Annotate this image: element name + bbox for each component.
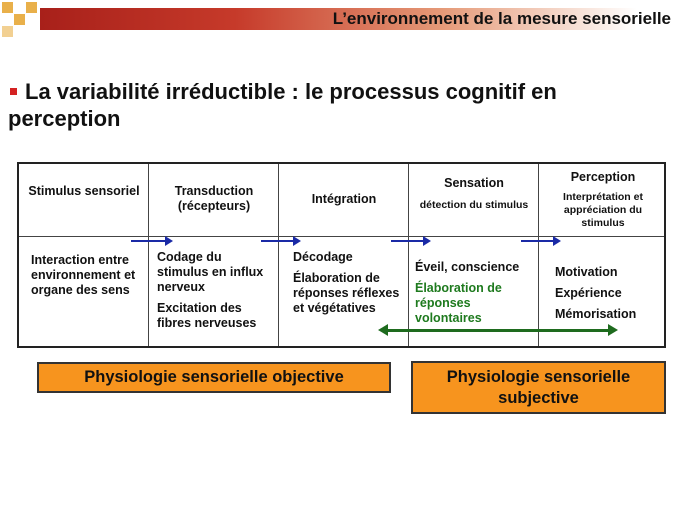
slide-heading: La variabilité irréductible : le processus cognitif en perception bbox=[8, 79, 557, 131]
flow-arrow-icon bbox=[521, 240, 555, 242]
cell-text: Excitation des fibres nerveuses bbox=[157, 301, 257, 330]
cell-text: Décodage bbox=[293, 250, 353, 264]
header-title: L’environnement de la mesure sensorielle bbox=[332, 9, 671, 28]
double-arrow-icon bbox=[387, 329, 609, 332]
cell-text: Mémorisation bbox=[555, 307, 637, 321]
row-divider bbox=[19, 236, 664, 237]
header-perception-label: Perception bbox=[570, 170, 636, 184]
header-stimulus-label: Stimulus sensoriel bbox=[28, 184, 140, 198]
cell-perception bbox=[555, 265, 663, 328]
cell-text: Codage du stimulus en influx nerveux bbox=[157, 250, 264, 294]
flow-arrow-icon bbox=[261, 240, 295, 242]
box-subjective: Physiologie sensorielle subjective bbox=[411, 361, 666, 414]
header-integration-label: Intégration bbox=[311, 192, 377, 206]
cell-text-green: Élaboration de réponses volontaires bbox=[415, 281, 502, 325]
cell-sensation bbox=[415, 260, 537, 332]
cell-text: Interaction entre environnement et organe des sens bbox=[31, 253, 136, 297]
header-sensation bbox=[411, 176, 537, 212]
box-objective: Physiologie sensorielle objective bbox=[37, 362, 391, 393]
header-perception-sub: Interprétation et appréciation du stimulus bbox=[563, 191, 643, 229]
cell-text: Motivation bbox=[555, 265, 618, 279]
header-stimulus bbox=[21, 184, 147, 199]
cell-stimulus bbox=[31, 253, 143, 304]
header-sensation-sub: détection du stimulus bbox=[419, 199, 529, 211]
cell-transduction bbox=[157, 250, 275, 337]
process-table bbox=[17, 162, 666, 348]
column-divider bbox=[278, 164, 279, 346]
flow-arrow-icon bbox=[131, 240, 167, 242]
header-perception bbox=[541, 170, 665, 230]
header-transduction-label: Transduction (récepteurs) bbox=[174, 184, 254, 213]
cell-text: Éveil, conscience bbox=[415, 260, 520, 274]
cell-text: Élaboration de réponses réflexes et végétatives bbox=[293, 271, 400, 315]
flow-arrow-icon bbox=[391, 240, 425, 242]
header-transduction bbox=[151, 184, 277, 214]
header-integration bbox=[281, 192, 407, 207]
column-divider bbox=[408, 164, 409, 346]
header-sensation-label: Sensation bbox=[444, 176, 504, 190]
cell-integration bbox=[293, 250, 405, 322]
cell-text: Expérience bbox=[555, 286, 622, 300]
column-divider bbox=[538, 164, 539, 346]
column-divider bbox=[148, 164, 149, 346]
